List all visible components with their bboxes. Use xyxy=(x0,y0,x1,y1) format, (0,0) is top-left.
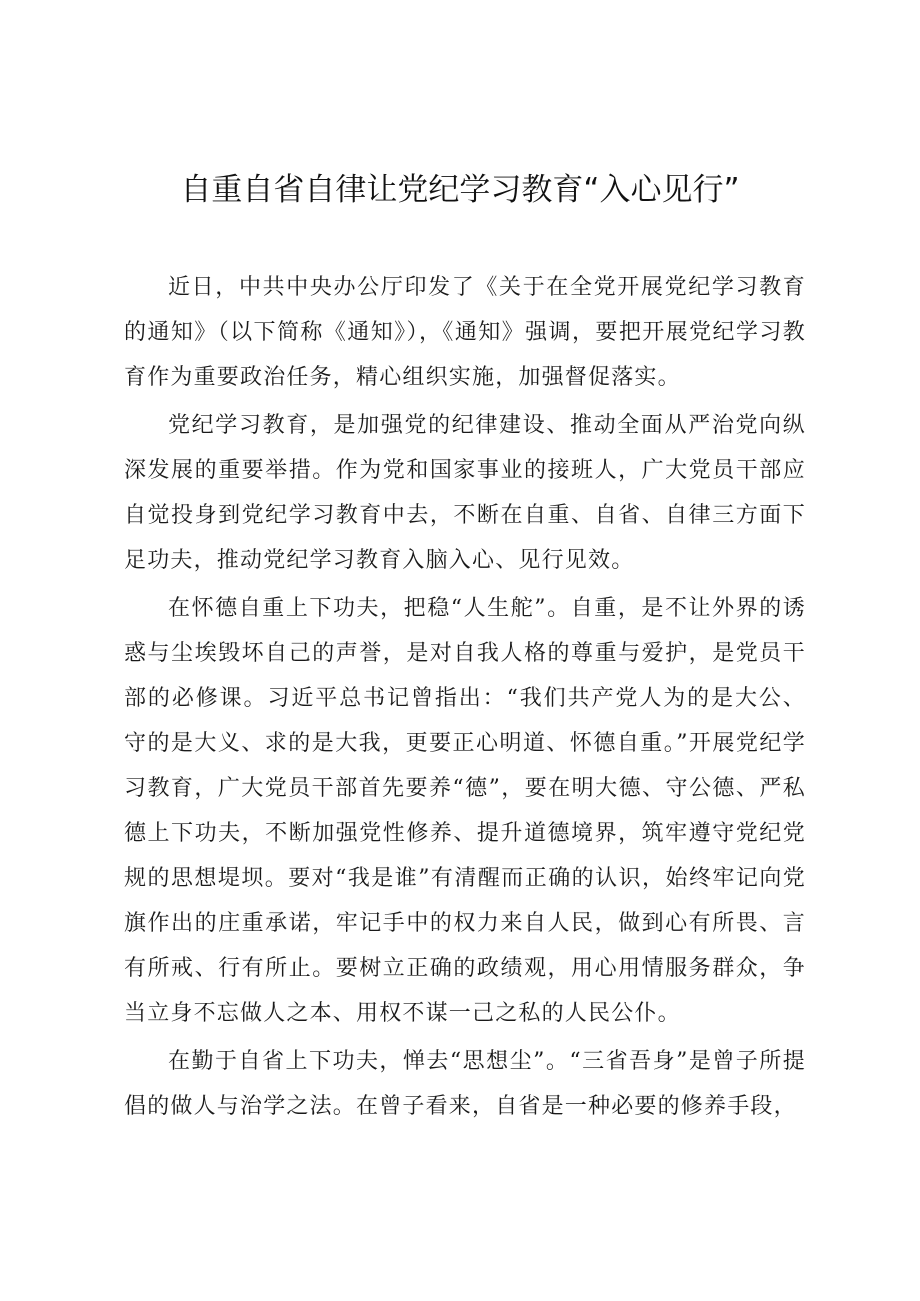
document-body xyxy=(124,265,806,1129)
paragraph-self-reflection: 在勤于自省上下功夫，惮去“思想尘”。“三省吾身”是曾子所提倡的做人与治学之法。在曾子看来，自省是一种必要的修养手段， xyxy=(124,1049,806,1119)
paragraph-intro: 近日，中共中央办公厅印发了《关于在全党开展党纪学习教育的通知》（以下简称《通知》），《通知》强调，要把开展党纪学习教育作为重要政治任务，精心组织实施，加强督促落实。 xyxy=(124,275,806,390)
paragraph-self-respect: 在怀德自重上下功夫，把稳“人生舵”。自重，是不让外界的诱惑与尘埃毁坏自己的声誉，是对自我人格的尊重与爱护，是党员干部的必修课。习近平总书记曾指出：“我们共产党人为的是大公、守的是大义、求的是大我，更要正心明道、怀德自重。”开展党纪学习教育，广大党员干部首先要养“德”，要在明大德、守公德、严私德上下功夫，不断加强党性修养、提升道德境界，筑牢遵守党纪党规的思想堤坝。要对“我是谁”有清醒而正确的认识，始终牢记向党旗作出的庄重承诺，牢记手中的权力来自人民，做到心有所畏、言有所戒、行有所止。要树立正确的政绩观，用心用情服务群众，争当立身不忘做人之本、用权不谋一己之私的人民公仆。 xyxy=(124,596,806,1026)
document-title: 自重自省自律让党纪学习教育“入心见行” xyxy=(180,172,740,208)
paragraph-importance: 党纪学习教育，是加强党的纪律建设、推动全面从严治党向纵深发展的重要举措。作为党和国家事业的接班人，广大党员干部应自觉投身到党纪学习教育中去，不断在自重、自省、自律三方面下足功夫，推动党纪学习教育入脑入心、见行见效。 xyxy=(124,413,806,573)
